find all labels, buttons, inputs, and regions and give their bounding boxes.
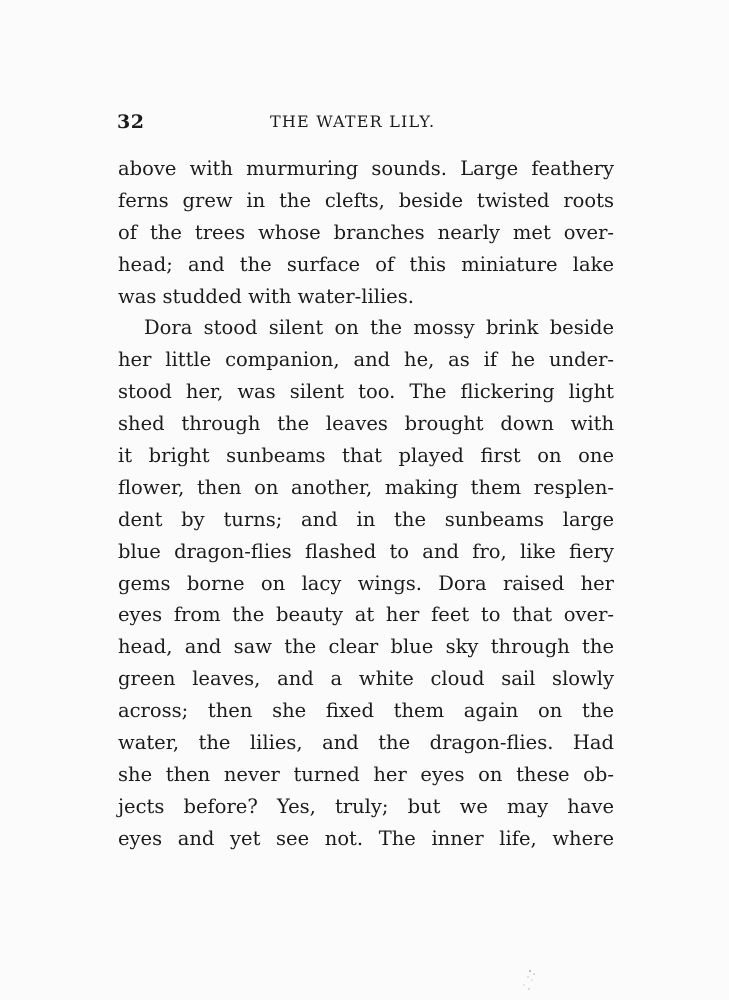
text-line: head; and the surface of this miniature lake: [118, 252, 614, 276]
text-line: across; then she fixed them again on the: [118, 699, 614, 723]
text-line: stood her, was silent too. The flickering light: [118, 380, 614, 404]
text-line: her little companion, and he, as if he under-: [118, 348, 614, 372]
text-line: eyes from the beauty at her feet to that over-: [118, 603, 614, 627]
text-line: blue dragon-flies flashed to and fro, like fiery: [118, 539, 614, 563]
text-line: shed through the leaves brought down with: [118, 412, 614, 436]
text-line: green leaves, and a white cloud sail slowly: [118, 667, 614, 691]
text-line: head, and saw the clear blue sky through the: [118, 635, 614, 659]
text-line: of the trees whose branches nearly met over-: [118, 220, 614, 244]
text-line: she then never turned her eyes on these ob-: [118, 762, 614, 786]
text-line: Dora stood silent on the mossy brink beside: [144, 316, 614, 340]
body-text: [118, 153, 614, 855]
running-title: THE WATER LILY.: [270, 112, 436, 131]
text-line: eyes and yet see not. The inner life, where: [118, 826, 614, 850]
text-line: gems borne on lacy wings. Dora raised her: [118, 571, 614, 595]
text-line: was studded with water-lilies.: [118, 284, 414, 308]
paper-specks: [510, 965, 550, 995]
text-line: it bright sunbeams that played first on one: [118, 444, 614, 468]
text-line: ferns grew in the clefts, beside twisted roots: [118, 188, 614, 212]
text-line: flower, then on another, making them resplen-: [118, 475, 614, 499]
text-line: dent by turns; and in the sunbeams large: [118, 507, 614, 531]
text-line: above with murmuring sounds. Large feathery: [118, 157, 614, 180]
page-number: 32: [117, 111, 145, 133]
text-line: water, the lilies, and the dragon-flies. Had: [118, 731, 614, 755]
text-line: jects before? Yes, truly; but we may have: [118, 794, 614, 818]
